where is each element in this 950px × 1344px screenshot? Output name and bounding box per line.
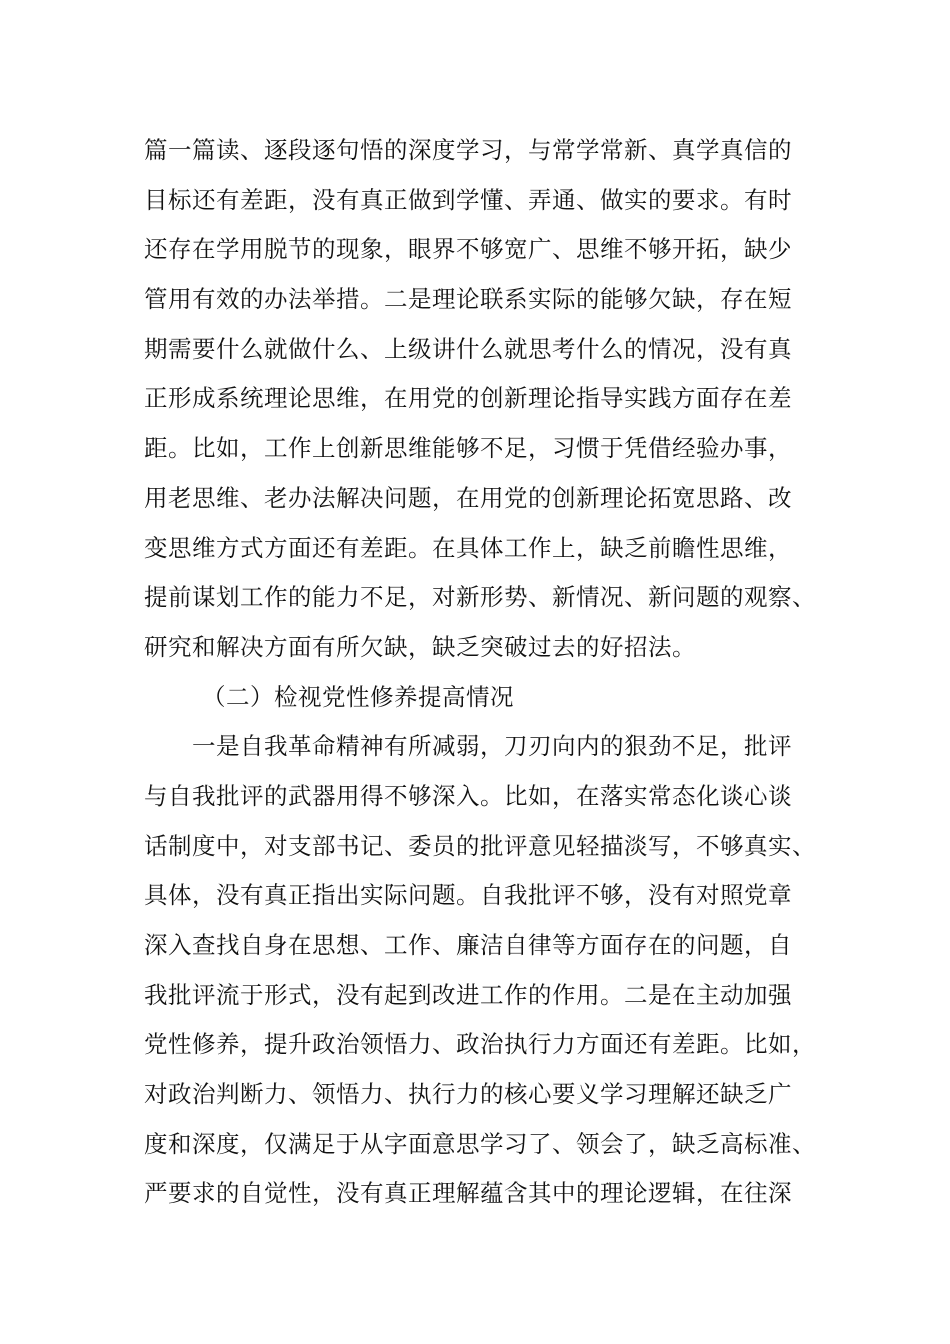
paragraph-2-line: 与自我批评的武器用得不够深入。比如，在落实常态化谈心谈 [144, 781, 792, 810]
paragraph-1-line: 还存在学用脱节的现象，眼界不够宽广、思维不够开拓，缺少 [144, 235, 792, 264]
section-heading: （二）检视党性修养提高情况 [202, 682, 514, 711]
paragraph-1-line: 正形成系统理论思维，在用党的创新理论指导实践方面存在差 [144, 384, 792, 413]
paragraph-1-line: 篇一篇读、逐段逐句悟的深度学习，与常学常新、真学真信的 [144, 136, 792, 164]
paragraph-1-line: 研究和解决方面有所欠缺，缺乏突破过去的好招法。 [144, 632, 696, 661]
paragraph-1-line: 管用有效的办法举措。二是理论联系实际的能够欠缺，存在短 [144, 285, 792, 314]
paragraph-2-line: 度和深度，仅满足于从字面意思学习了、领会了，缺乏高标准、 [144, 1129, 816, 1158]
paragraph-2-line: 话制度中，对支部书记、委员的批评意见轻描淡写，不够真实、 [144, 831, 816, 860]
paragraph-2-line: 严要求的自觉性，没有真正理解蕴含其中的理论逻辑，在往深 [144, 1179, 792, 1208]
paragraph-1-line: 目标还有差距，没有真正做到学懂、弄通、做实的要求。有时 [144, 185, 792, 214]
paragraph-1-line: 变思维方式方面还有差距。在具体工作上，缺乏前瞻性思维， [144, 533, 792, 562]
paragraph-1-line: 提前谋划工作的能力不足，对新形势、新情况、新问题的观察、 [144, 583, 816, 612]
paragraph-1-line: 期需要什么就做什么、上级讲什么就思考什么的情况，没有真 [144, 334, 792, 363]
document-body [144, 126, 844, 1219]
paragraph-1 [144, 126, 844, 673]
paragraph-1-line: 用老思维、老办法解决问题，在用党的创新理论拓宽思路、改 [144, 483, 792, 512]
paragraph-2-line: 我批评流于形式，没有起到改进工作的作用。二是在主动加强 [144, 980, 792, 1009]
paragraph-2-line: 党性修养，提升政治领悟力、政治执行力方面还有差距。比如， [144, 1030, 816, 1059]
paragraph-2-line: 对政治判断力、领悟力、执行力的核心要义学习理解还缺乏广 [144, 1080, 792, 1109]
paragraph-2 [144, 722, 844, 1219]
paragraph-2-line: 具体，没有真正指出实际问题。自我批评不够，没有对照党章 [144, 881, 792, 910]
paragraph-1-line: 距。比如，工作上创新思维能够不足，习惯于凭借经验办事， [144, 434, 792, 463]
paragraph-2-line: 深入查找自身在思想、工作、廉洁自律等方面存在的问题，自 [144, 931, 792, 959]
paragraph-2-line: 一是自我革命精神有所减弱，刀刃向内的狠劲不足，批评 [192, 732, 792, 761]
